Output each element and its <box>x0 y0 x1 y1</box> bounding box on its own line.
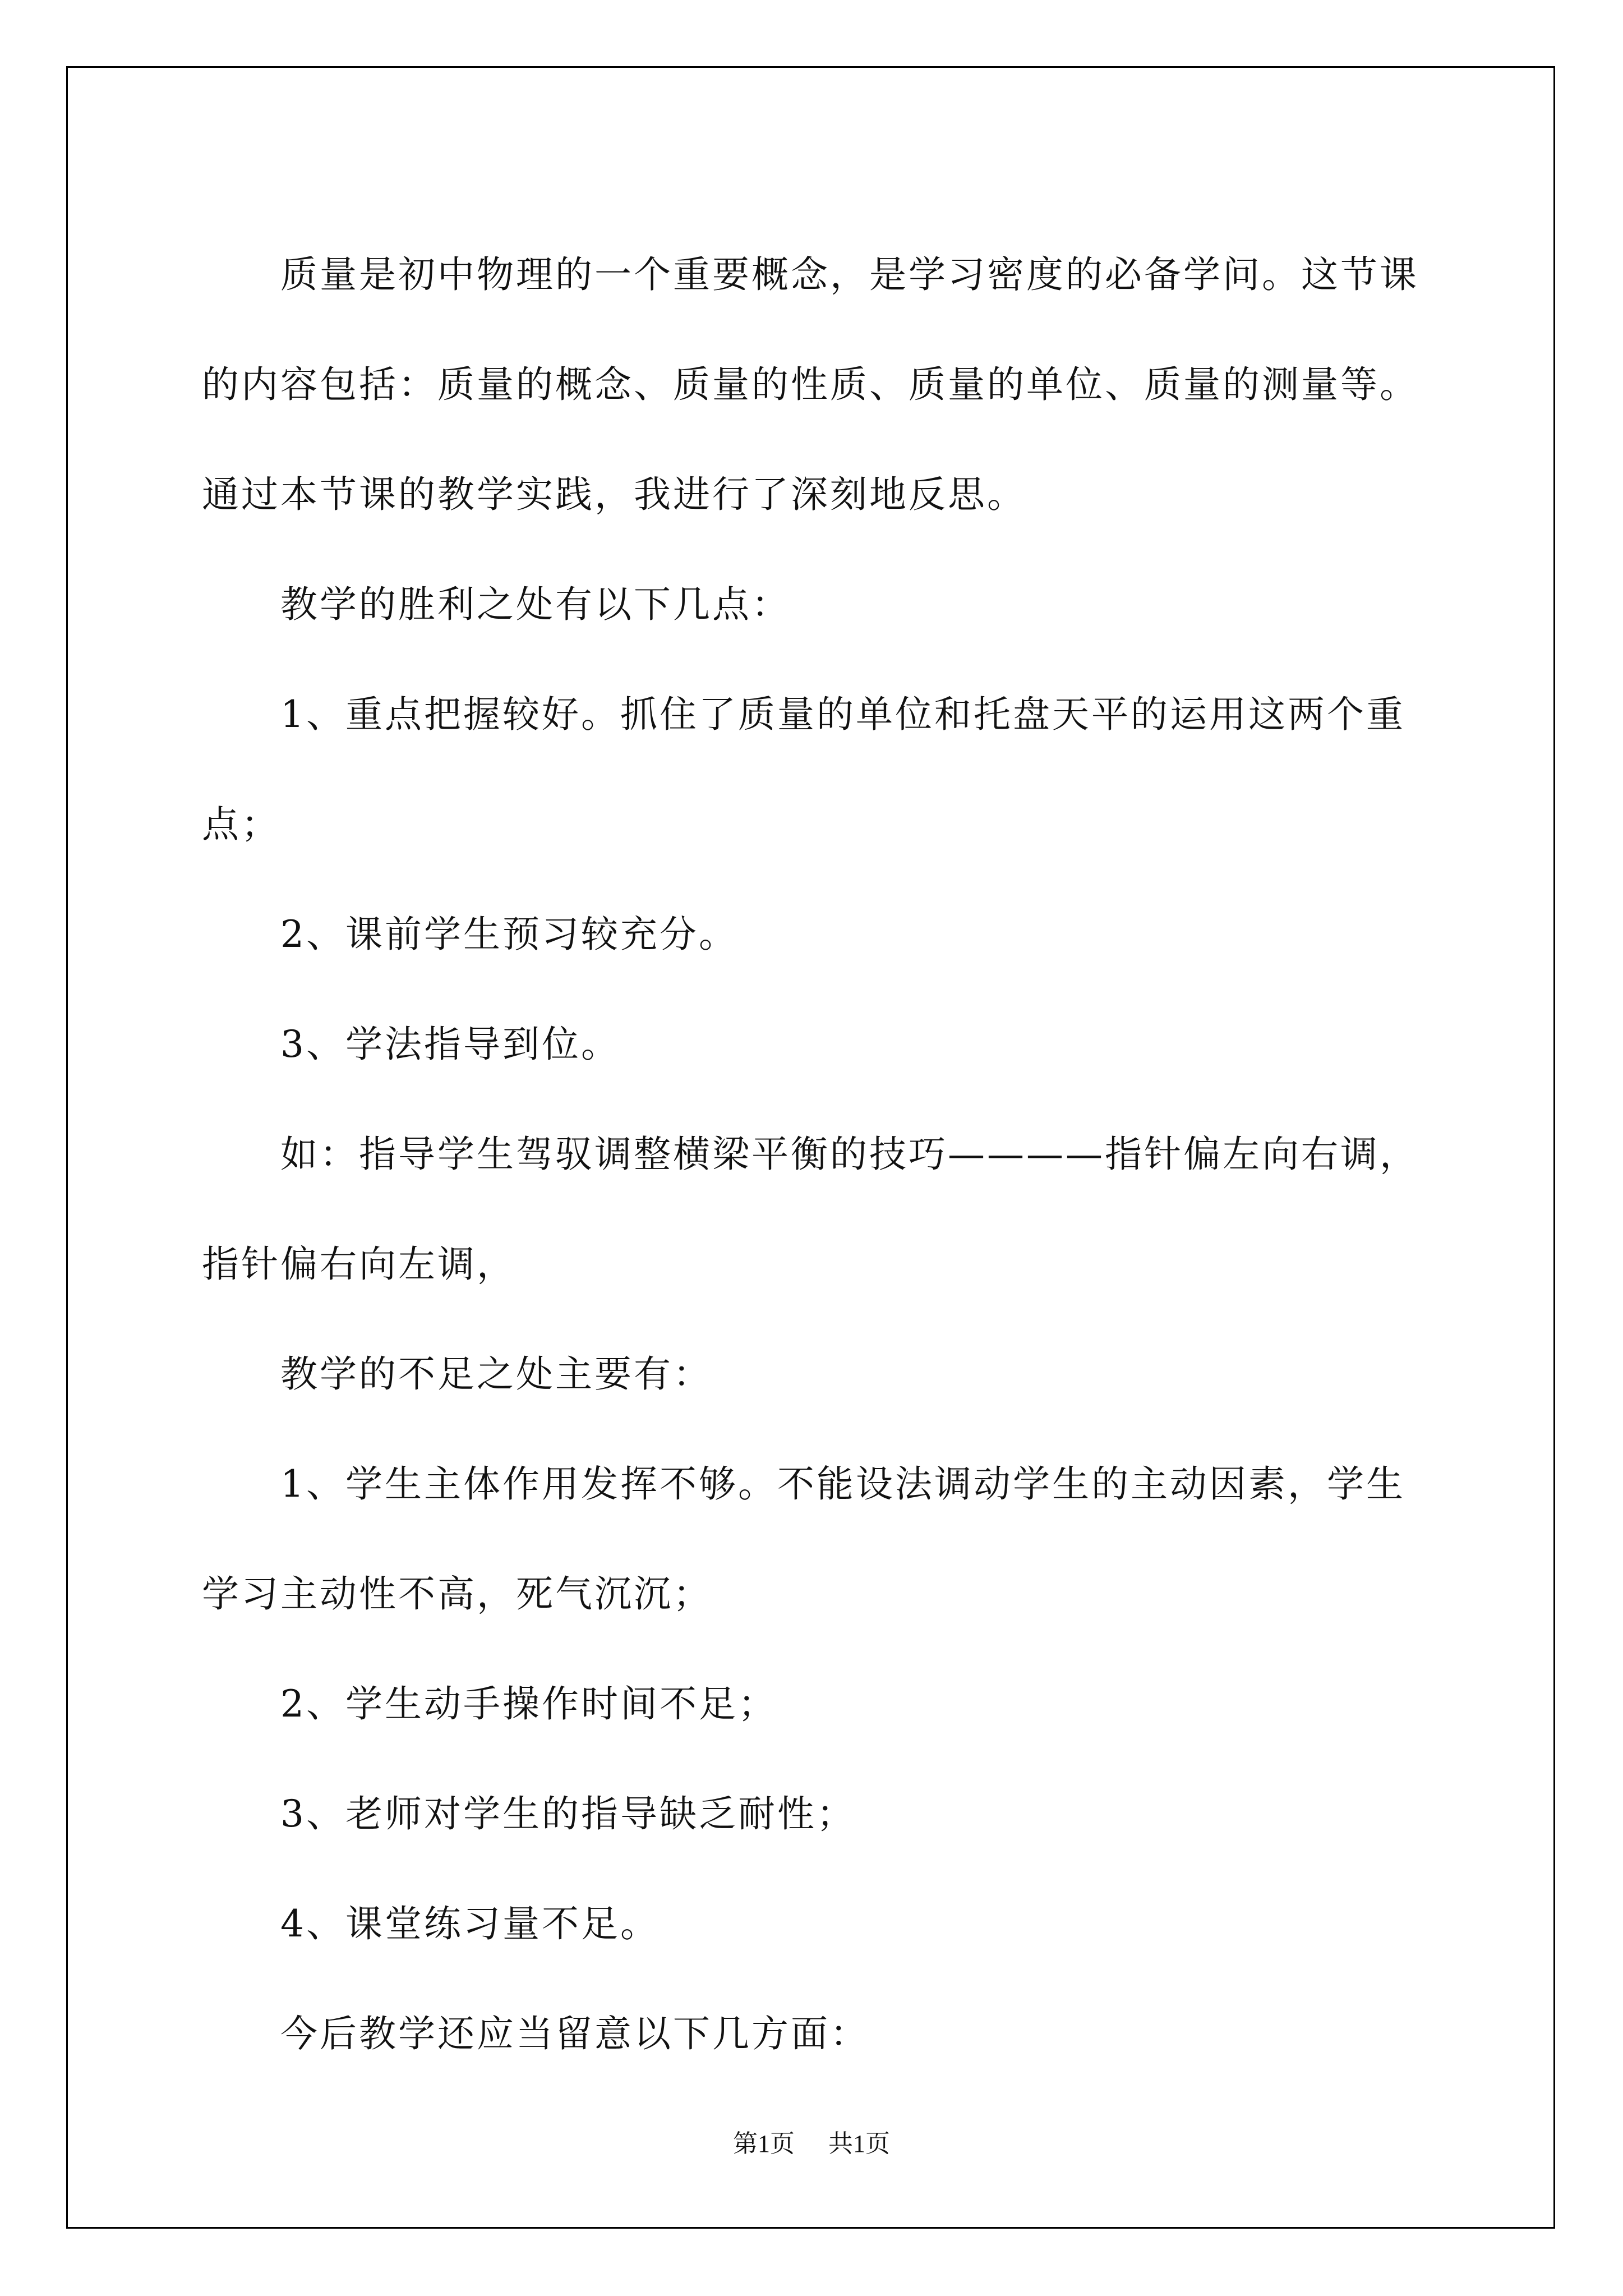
paragraph: 教学的胜利之处有以下几点： <box>280 583 791 626</box>
paragraph: 质量是初中物理的一个重要概念，是学习密度的必备学问。这节课的内容包括：质量的概念、质量的性质、质量的单位、质量的测量等。通过本节课的教学实践，我进行了深刻地反思。 <box>202 253 1419 516</box>
paragraph: 如：指导学生驾驭调整横梁平衡的技巧————指针偏左向右调，指针偏右向左调， <box>202 1133 1419 1286</box>
paragraph: 2、课前学生预习较充分。 <box>280 913 738 956</box>
paragraph: 2、学生动手操作时间不足； <box>280 1682 777 1726</box>
document-body <box>202 220 1424 2089</box>
page-number-current: 第1页 <box>733 2130 795 2157</box>
paragraph: 1、学生主体作用发挥不够。不能设法调动学生的主动因素，学生学习主动性不高，死气沉沉； <box>202 1462 1405 1616</box>
paragraph: 教学的不足之处主要有： <box>280 1352 712 1396</box>
paragraph: 1、重点把握较好。抓住了质量的单位和托盘天平的运用这两个重点； <box>202 693 1405 846</box>
page-number-total: 共1页 <box>828 2130 890 2157</box>
paragraph: 3、老师对学生的指导缺乏耐性； <box>280 1792 856 1835</box>
paragraph: 今后教学还应当留意以下几方面： <box>280 2012 869 2055</box>
paragraph: 3、学法指导到位。 <box>280 1023 620 1066</box>
page-footer <box>0 2127 1623 2161</box>
paragraph: 4、课堂练习量不足。 <box>280 1902 660 1945</box>
